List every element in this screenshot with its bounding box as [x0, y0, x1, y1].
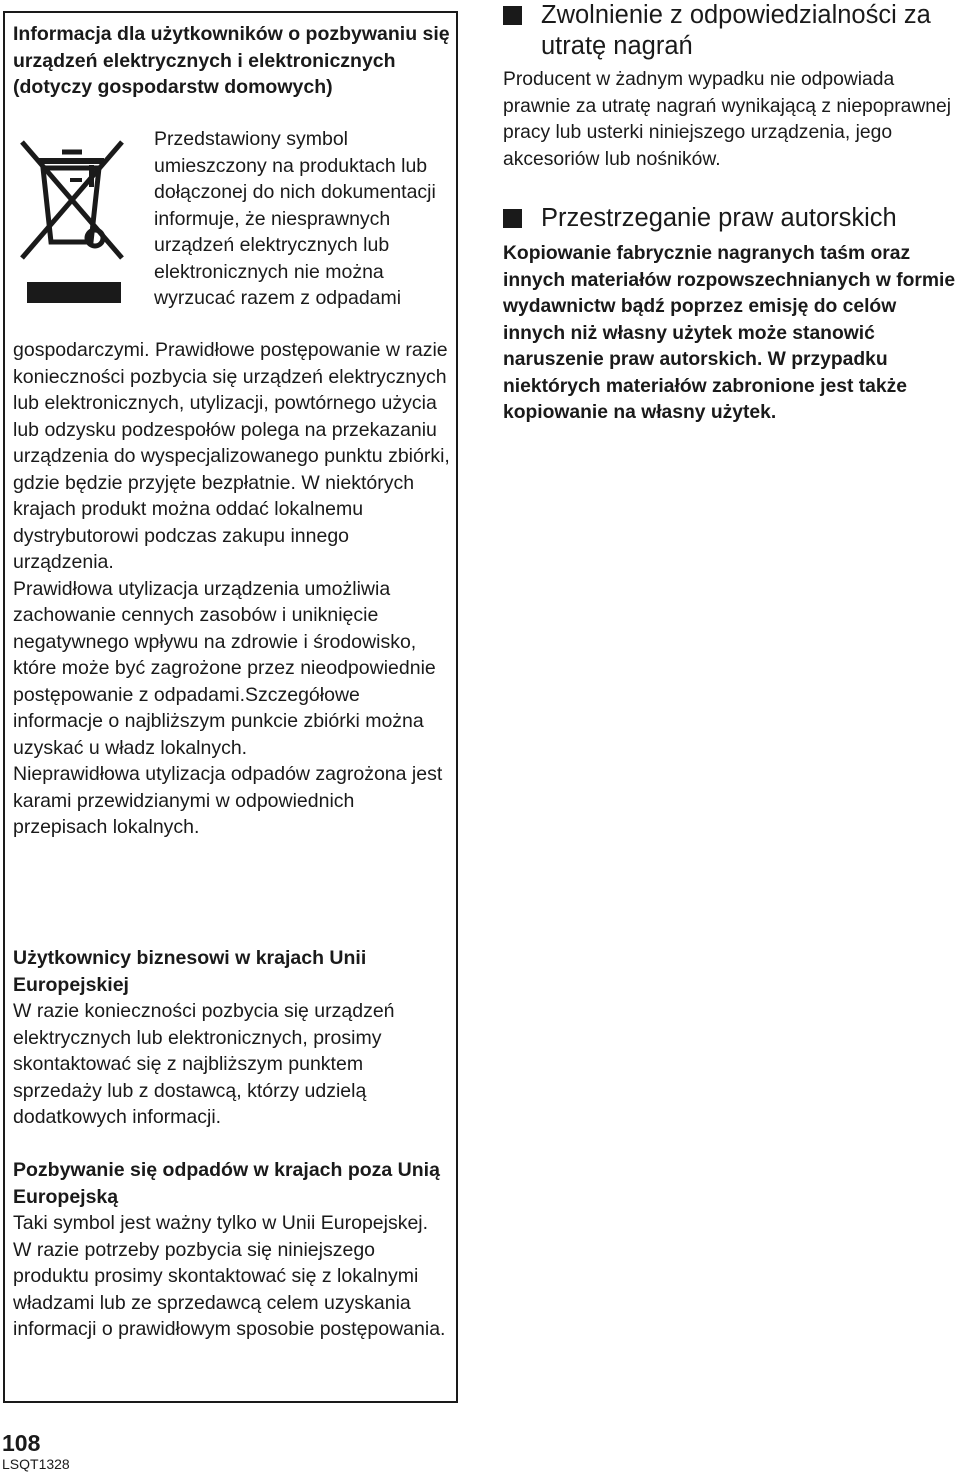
square-bullet-icon: [503, 209, 522, 228]
weee-header-block: [13, 21, 453, 101]
weee-paragraph-benefits: Prawidłowa utylizacja urządzenia umożliwia zachowanie cennych zasobów i uniknięcie negatywnego wpływu na zdrowie i środowisko, które może być zagrożone przez nieodpowiednie postępowanie z odpadami.Szczegółowe informacje o najbliższym punkcie zbiórki można uzyskać u władz lokalnych.: [13, 577, 436, 759]
copyright-title-text: Przestrzeganie praw autorskich: [541, 204, 897, 232]
weee-paragraph-disposal: gospodarczymi. Prawidłowe postępowanie w razie konieczności pozbycia się urządzeń elektrycznych lub elektronicznych, utylizacji, powtórnego użycia lub odzysku podzespołów polega na przekazaniu urządzenia do wyspecjalizowanego punktu zbiórki, gdzie będzie przyjęte bezpłatnie. W niektórych krajach produkt można oddać lokalnemu dystrybutorowi podczas zakupu innego urządzenia.: [13, 339, 450, 573]
weee-heading: Informacja dla użytkowników o pozbywaniu się urządzeń elektrycznych i elektronicznych (dotyczy gospodarstw domowych): [13, 23, 450, 98]
non-eu-disposal-block: [13, 1157, 453, 1343]
weee-body-block: [13, 337, 453, 841]
disclaimer-title: [503, 0, 958, 62]
non-eu-heading: Pozbywanie się odpadów w krajach poza Unią Europejską: [13, 1159, 440, 1208]
right-column: [503, 0, 958, 427]
disclaimer-text: Producent w żadnym wypadku nie odpowiada prawnie za utratę nagrań wynikającą z niepoprawnej pracy lub usterki niniejszego urządzenia, jego akcesoriów lub nośników.: [503, 69, 952, 170]
business-users-block: [13, 945, 453, 1131]
business-users-text: W razie konieczności pozbycia się urządzeń elektrycznych lub elektronicznych, prosimy skontaktować się z najbliższym punktem sprzedaży lub z dostawcą, którzy udzielą dodatkowych informacji.: [13, 1000, 395, 1128]
non-eu-instructions: W razie potrzeby pozbycia się niniejszego produktu prosimy skontaktować się z lokalnymi władzami lub ze sprzedawcą celem uzyskania informacji o prawidłowym sposobie postępowania.: [13, 1238, 446, 1340]
page-number: 108: [2, 1430, 41, 1456]
copyright-text: Kopiowanie fabrycznie nagranych taśm oraz innych materiałów rozpowszechnianych w formie wydawnictw bądź poprzez emisję do celów innych niż własny użytek może stanowić naruszenie praw autorskich. W przypadku niektórych materiałów zabronione jest także kopiowanie na własny użytek.: [503, 243, 956, 423]
business-users-heading: Użytkownicy biznesowi w krajach Unii Europejskiej: [13, 947, 367, 996]
square-bullet-icon: [503, 6, 522, 25]
non-eu-symbol-note: Taki symbol jest ważny tylko w Unii Europejskej.: [13, 1212, 429, 1234]
disclaimer-title-text: Zwolnienie z odpowiedzialności za utratę nagrań: [541, 1, 931, 60]
crossed-out-wheeled-bin-icon: [10, 130, 130, 305]
copyright-title: [503, 203, 958, 234]
document-code: LSQT1328: [2, 1456, 70, 1472]
weee-symbol-caption: Przedstawiony symbol umieszczony na produktach lub dołączonej do nich dokumentacji informuje, że niesprawnych urządzeń elektrycznych lub elektronicznych nie można wyrzucać razem z odpadami: [154, 128, 436, 309]
weee-paragraph-penalties: Nieprawidłowa utylizacja odpadów zagrożona jest karami przewidzianymi w odpowiednich przepisach lokalnych.: [13, 763, 443, 838]
